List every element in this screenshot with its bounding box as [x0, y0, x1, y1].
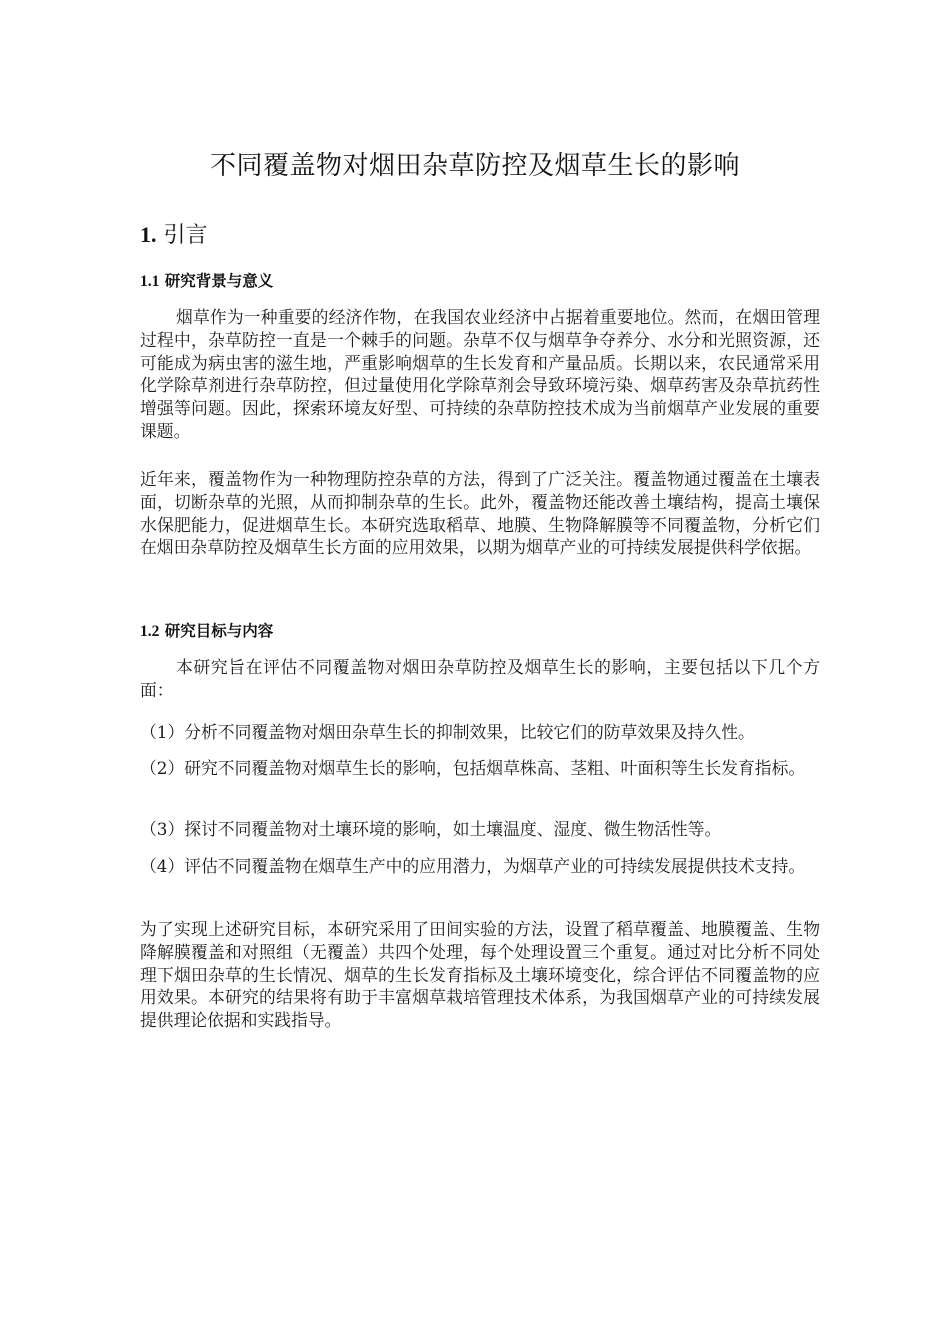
subsection-number: 1.1 [140, 273, 160, 290]
section-heading-introduction [140, 220, 208, 251]
subsection-heading-objectives [140, 620, 273, 643]
objective-item-4: （4）评估不同覆盖物在烟草生产中的应用潜力，为烟草产业的可持续发展提供技术支持。 [140, 856, 806, 876]
objective-item-2: （2）研究不同覆盖物对烟草生长的影响，包括烟草株高、茎粗、叶面积等生长发育指标。 [140, 758, 806, 778]
subsection-title: 研究目标与内容 [164, 622, 274, 640]
paragraph-background-2: 近年来，覆盖物作为一种物理防控杂草的方法，得到了广泛关注。覆盖物通过覆盖在土壤表面，切断杂草的光照，从而抑制杂草的生长。此外，覆盖物还能改善土壤结构，提高土壤保水保肥能力，促进烟草生长。本研究选取稻草、地膜、生物降解膜等不同覆盖物，分析它们在烟田杂草防控及烟草生长方面的应用效果，以期为烟草产业的可持续发展提供科学依据。 [140, 469, 820, 558]
subsection-heading-background [140, 270, 273, 293]
objective-item-3: （3）探讨不同覆盖物对土壤环境的影响，如土壤温度、湿度、微生物活性等。 [140, 819, 722, 839]
subsection-number: 1.2 [140, 623, 160, 640]
paragraph-objectives-intro: 本研究旨在评估不同覆盖物对烟田杂草防控及烟草生长的影响，主要包括以下几个方面： [140, 657, 820, 700]
section-number: 1. [140, 222, 157, 247]
section-title: 引言 [163, 223, 208, 248]
paragraph-background-1: 烟草作为一种重要的经济作物，在我国农业经济中占据着重要地位。然而，在烟田管理过程中，杂草防控一直是一个棘手的问题。杂草不仅与烟草争夺养分、水分和光照资源，还可能成为病虫害的滋生地，严重影响烟草的生长发育和产量品质。长期以来，农民通常采用化学除草剂进行杂草防控，但过量使用化学除草剂会导致环境污染、烟草药害及杂草抗药性增强等问题。因此，探索环境友好型、可持续的杂草防控技术成为当前烟草产业发展的重要课题。 [140, 307, 820, 441]
objective-item-1: （1）分析不同覆盖物对烟田杂草生长的抑制效果，比较它们的防草效果及持久性。 [140, 722, 755, 742]
subsection-title: 研究背景与意义 [164, 272, 274, 290]
paragraph-methods: 为了实现上述研究目标，本研究采用了田间实验的方法，设置了稻草覆盖、地膜覆盖、生物降解膜覆盖和对照组（无覆盖）共四个处理，每个处理设置三个重复。通过对比分析不同处理下烟田杂草的生长情况、烟草的生长发育指标及土壤环境变化，综合评估不同覆盖物的应用效果。本研究的结果将有助于丰富烟草栽培管理技术体系，为我国烟草产业的可持续发展提供理论依据和实践指导。 [140, 919, 820, 1031]
document-title: 不同覆盖物对烟田杂草防控及烟草生长的影响 [209, 151, 740, 181]
